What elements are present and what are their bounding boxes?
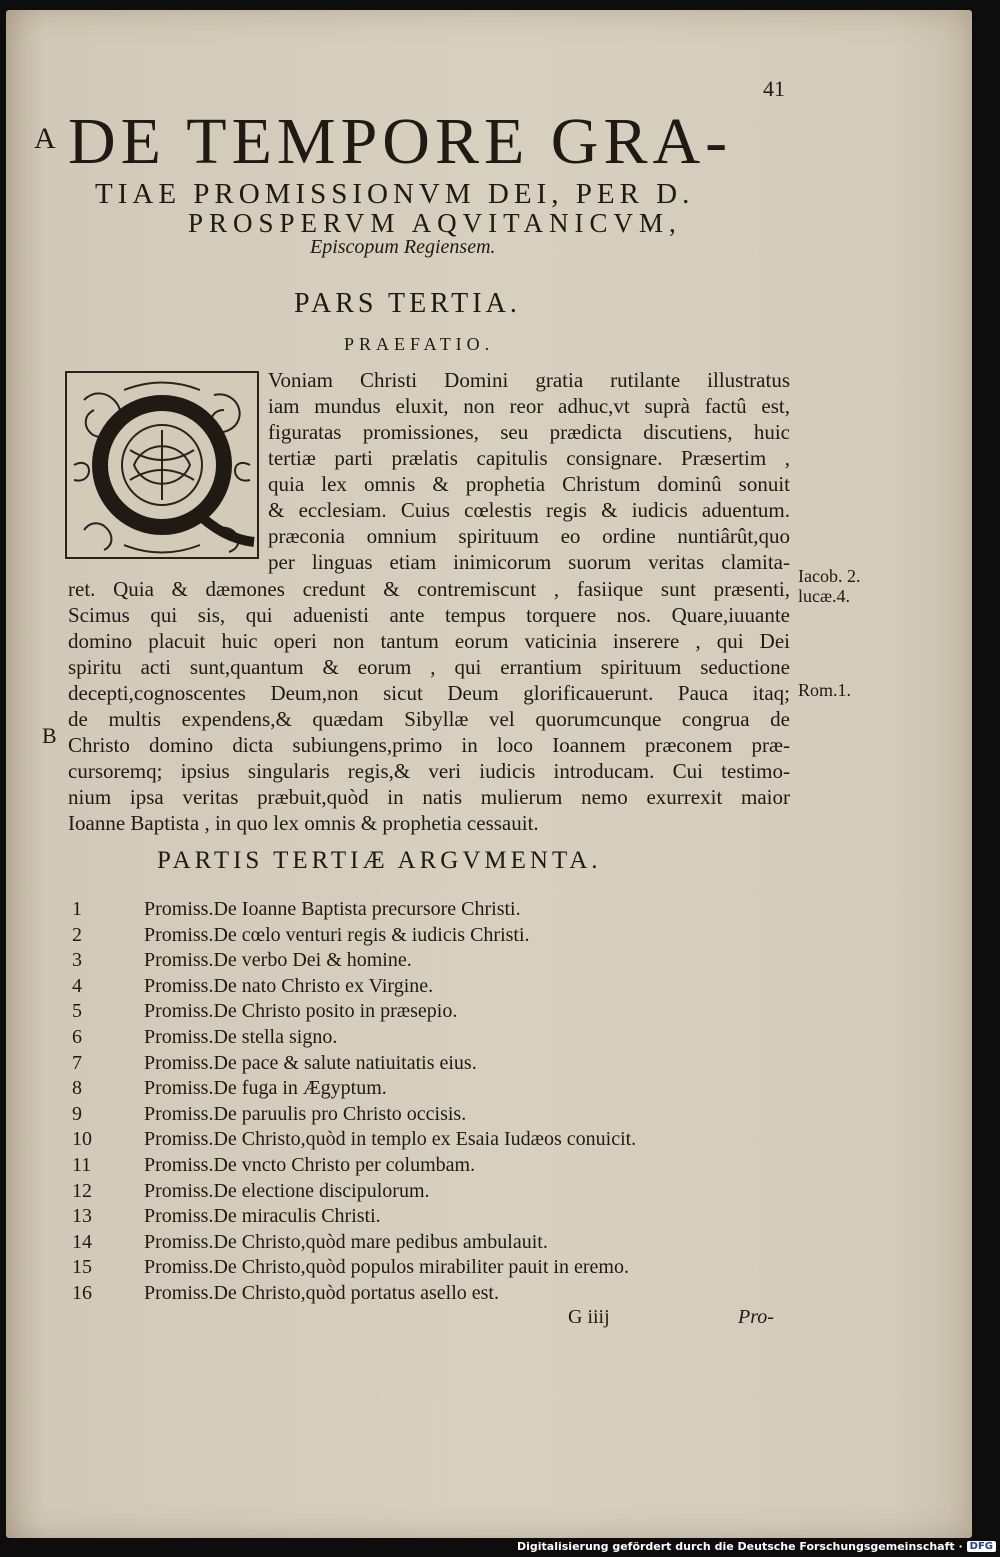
argument-text: Promiss.De Christo,quòd in templo ex Esaia Iudæos conuicit. xyxy=(144,1128,637,1151)
title-line-2: TIAE PROMISSIONVM DEI, PER D. xyxy=(95,178,695,210)
argument-text: Promiss.De Christo,quòd mare pedibus ambulauit. xyxy=(144,1230,548,1253)
argument-item xyxy=(72,1077,387,1103)
argument-text: Promiss.De vncto Christo per columbam. xyxy=(144,1154,476,1176)
book-page xyxy=(6,10,972,1538)
argument-text: Promiss.De Christo posito in præsepio. xyxy=(144,1000,458,1023)
argument-item xyxy=(72,949,412,975)
dfg-logo-icon: DFG xyxy=(967,1541,996,1552)
argument-number: 16 xyxy=(72,1282,92,1304)
preface-line: nium ipsa veritas præbuit,quòd in natis mulierum nemo exurrexit maior xyxy=(68,785,790,809)
argument-item xyxy=(72,1180,430,1206)
argument-item xyxy=(72,1000,457,1026)
argument-text: Promiss.De pace & salute natiuitatis eius. xyxy=(144,1051,477,1074)
argument-number: 10 xyxy=(72,1128,92,1151)
argument-text: Promiss.De cœlo venturi regis & iudicis Christi. xyxy=(144,923,530,946)
argument-item xyxy=(72,898,521,924)
argument-item xyxy=(72,1103,466,1129)
preface-line: & ecclesiam. Cuius cœlestis regis & iudicis aduentum. xyxy=(268,498,790,522)
argument-text: Promiss.De fuga in Ægyptum. xyxy=(144,1077,387,1100)
preface-line: cursoremq; ipsius singularis regis,& veri iudicis introducam. Cui testimo- xyxy=(68,759,790,783)
preface-line: spiritu acti sunt,quantum & eorum , qui errantium spirituum seductione xyxy=(68,655,790,679)
argument-item xyxy=(72,1205,381,1231)
argument-number: 6 xyxy=(72,1026,82,1048)
argument-item xyxy=(72,1231,548,1257)
argument-item xyxy=(72,975,433,1001)
argument-number: 9 xyxy=(72,1102,82,1125)
argument-text: Promiss.De Christo,quòd portatus asello est. xyxy=(144,1282,499,1304)
preface-line: decepti,cognoscentes Deum,non sicut Deum glorificauerunt. Pauca itaq; xyxy=(68,681,790,705)
credit-text: Digitalisierung gefördert durch die Deutsche Forschungsgemeinschaft · xyxy=(516,1539,963,1553)
argument-item xyxy=(72,1128,636,1154)
title-line-4: Episcopum Regiensem. xyxy=(310,236,496,258)
argument-number: 5 xyxy=(72,1000,82,1023)
margin-note: lucæ.4. xyxy=(798,586,850,606)
argument-number: 11 xyxy=(72,1154,92,1176)
preface-title: PRAEFATIO. xyxy=(344,334,495,354)
argument-item xyxy=(72,1026,337,1052)
argument-item xyxy=(72,1052,477,1078)
preface-line: ret. Quia & dæmones credunt & contremiscunt , fasiique sunt præsenti, xyxy=(68,577,790,601)
preface-line: Ioanne Baptista , in quo lex omnis & prophetia cessauit. xyxy=(68,811,539,835)
preface-line: Voniam Christi Domini gratia rutilante illustratus xyxy=(268,368,790,392)
preface-line: Scimus qui sis, qui aduenisti ante tempus torquere nos. Quare,iuuante xyxy=(68,603,790,627)
argument-text: Promiss.De paruulis pro Christo occisis. xyxy=(144,1102,467,1125)
preface-line: per linguas etiam inimicorum suorum veritas clamita- xyxy=(268,550,790,574)
argument-number: 1 xyxy=(72,898,82,920)
argument-text: Promiss.De electione discipulorum. xyxy=(144,1179,430,1202)
digitization-credit xyxy=(517,1538,996,1554)
argument-item xyxy=(72,924,530,950)
argument-number: 12 xyxy=(72,1179,92,1202)
preface-line: de multis expendens,& quædam Sibyllæ vel quorumcunque congrua de xyxy=(68,707,790,731)
preface-line: figuratas promissiones, seu prædicta discutiens, huic xyxy=(268,420,790,444)
preface-line: præconia omnium spirituum eo ordine nuntiârût,quo xyxy=(268,524,790,548)
section-marker-b: B xyxy=(42,723,57,748)
decorated-initial-q-icon xyxy=(64,370,260,560)
signature-mark: G iiij xyxy=(568,1306,610,1328)
argument-text: Promiss.De verbo Dei & homine. xyxy=(144,949,412,972)
page-number: 41 xyxy=(763,76,785,101)
argument-text: Promiss.De miraculis Christi. xyxy=(144,1205,381,1228)
title-line-3: PROSPERVM AQVITANICVM, xyxy=(188,208,682,238)
preface-line: Christo domino dicta subiungens,primo in loco Ioannem præconem præ- xyxy=(68,733,790,757)
preface-line: iam mundus eluxit, non reor adhuc,vt suprà factû est, xyxy=(268,394,790,418)
margin-note: Rom.1. xyxy=(798,680,852,700)
part-title: PARS TERTIA. xyxy=(294,288,521,319)
argument-number: 13 xyxy=(72,1205,92,1228)
argument-number: 4 xyxy=(72,974,82,997)
argument-text: Promiss.De nato Christo ex Virgine. xyxy=(144,974,434,997)
preface-line: quia lex omnis & prophetia Christum dominû sonuit xyxy=(268,472,790,496)
argument-item xyxy=(72,1154,475,1180)
argument-item xyxy=(72,1282,499,1308)
argument-number: 14 xyxy=(72,1230,92,1253)
margin-note: Iacob. 2. xyxy=(798,566,861,586)
argument-number: 2 xyxy=(72,923,82,946)
argument-text: Promiss.De Christo,quòd populos mirabiliter pauit in eremo. xyxy=(144,1256,629,1279)
argument-number: 15 xyxy=(72,1256,92,1279)
argument-item xyxy=(72,1256,629,1282)
title-line-1: DE TEMPORE GRA- xyxy=(68,105,733,178)
catchword: Pro- xyxy=(738,1306,774,1328)
argument-number: 3 xyxy=(72,949,82,972)
arguments-heading: PARTIS TERTIÆ ARGVMENTA. xyxy=(157,847,602,874)
preface-line: tertiæ parti prælatis capitulis consignare. Præsertim , xyxy=(268,446,790,470)
argument-number: 8 xyxy=(72,1077,82,1100)
argument-number: 7 xyxy=(72,1051,82,1074)
argument-text: Promiss.De stella signo. xyxy=(144,1026,338,1048)
section-marker-a: A xyxy=(34,122,56,155)
preface-line: domino placuit huic operi non tantum eorum vaticinia inserere , qui Dei xyxy=(68,629,790,653)
argument-text: Promiss.De Ioanne Baptista precursore Christi. xyxy=(144,898,521,920)
